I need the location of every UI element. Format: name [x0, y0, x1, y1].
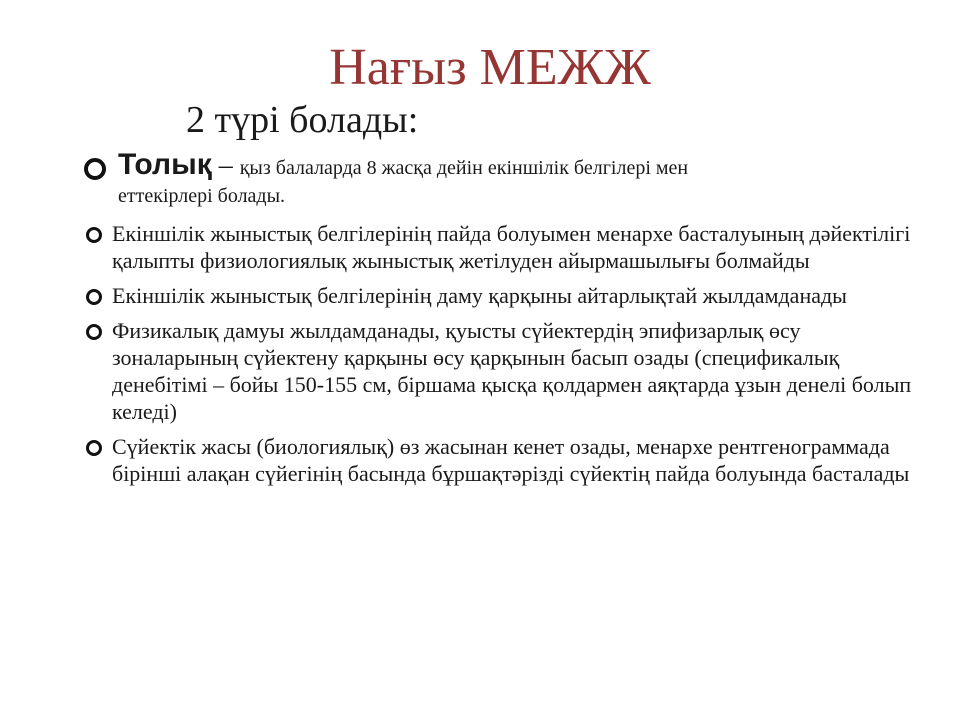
bullet-dash: –: [211, 150, 240, 181]
bullet-item: [86, 282, 916, 309]
slide-subtitle: 2 түрі болады:: [186, 99, 419, 141]
bullet-text-line2: еттекірлері болады.: [118, 185, 286, 207]
bullet-text: Екіншілік жыныстық белгілерінің даму қарқыны айтарлықтай жылдамданады: [112, 283, 847, 308]
bullet-text-line1: қыз балаларда 8 жасқа дейін екіншілік белгілері мен: [239, 157, 689, 179]
bullet-text: Екіншілік жыныстық белгілерінің пайда болуымен менархе басталуының дәйектілігі қалыпты физиологиялық жыныстық жетілуден айырмашылығы болмайды: [112, 221, 911, 273]
bullet-lead-word: Толық: [118, 148, 212, 181]
bullet-item-full: [86, 150, 916, 210]
bullet-text: Физикалық дамуы жылдамданады, қуысты сүйектердің эпифизарлық өсу зоналарының сүйектену қарқыны өсу қарқынын басып озады (спецификалық денебітімі – бойы 150-155 см, біршама қысқа қолдармен аяқтарда ұзын денелі болып келеді): [112, 318, 912, 424]
ring-bullet-icon: [84, 158, 106, 180]
bullet-item: [86, 220, 916, 274]
slide-title: Нағыз МЕЖЖ: [329, 39, 651, 96]
ring-bullet-icon: [86, 440, 102, 456]
ring-bullet-icon: [86, 227, 102, 243]
bullet-item: [86, 317, 916, 425]
ring-bullet-icon: [86, 324, 102, 340]
bullet-text: Сүйектік жасы (биологиялық) өз жасынан кенет озады, менархе рентгенограммада бірінші алақан сүйегінің басында бұршақтәрізді сүйектің пайда болуында басталады: [112, 434, 910, 486]
bullet-list: [86, 150, 916, 495]
ring-bullet-icon: [86, 289, 102, 305]
bullet-item: [86, 433, 916, 487]
